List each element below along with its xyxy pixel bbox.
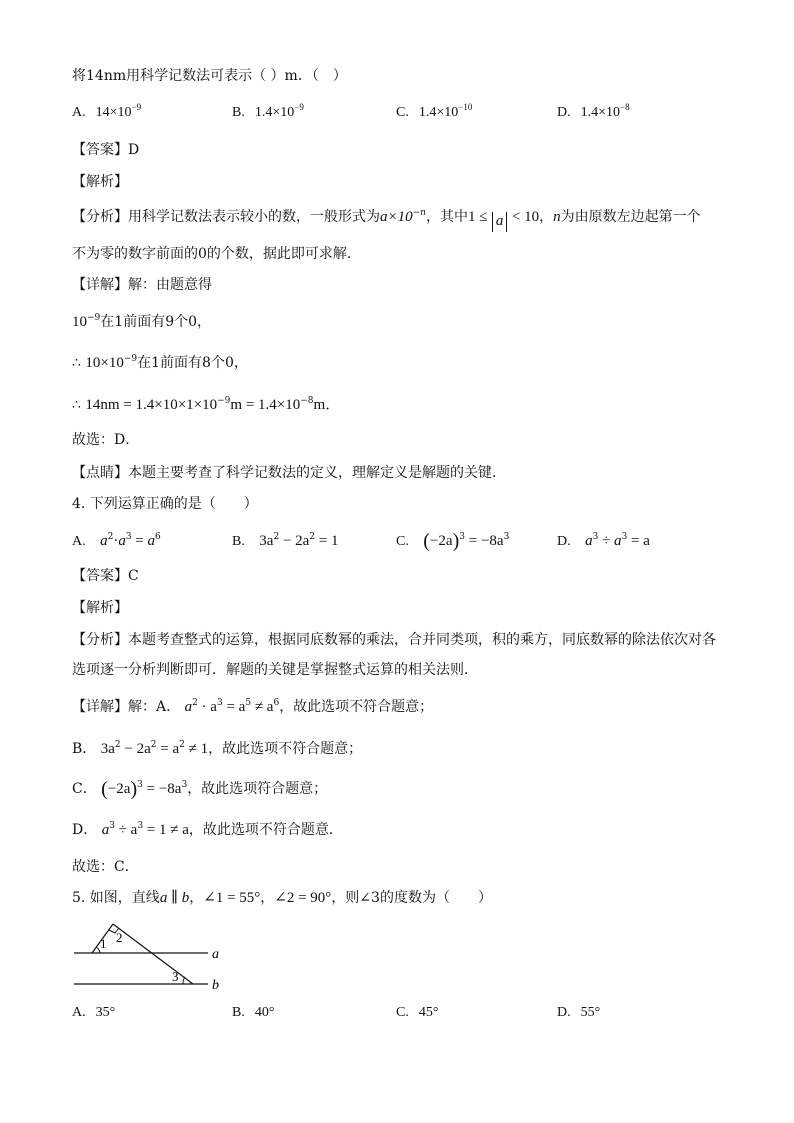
q4-xiangjie-b: B． $3a^2 - 2a^2 = a^2 \ne 1$，故此选项不符合题意； [72, 740, 363, 757]
q3-choose: 故选：D． [72, 432, 140, 448]
q4-option-d: D. $a^3 \div a^3 = a$ [557, 532, 650, 549]
q3-answer: 【答案】D [72, 142, 140, 158]
q4-stem: 4. 下列运算正确的是（ ） [72, 496, 258, 512]
q5-stem: 5. 如图，直线a ∥ b，∠1 = 55°，∠2 = 90°，则∠3的度数为（ ） [72, 890, 492, 906]
q4-xiangjie-c: C． $(-2a)^3 = -8a^3$，故此选项符合题意； [72, 778, 328, 800]
q4-option-b: B. $3a^2 - 2a^2 = 1$ [232, 532, 339, 549]
q3-fenxi: 【分析】用科学记数法表示较小的数，一般形式为$a\times 10^{-n}$，其中1 ≤ a < 10，n为由原数左边起第一个 [72, 207, 701, 232]
q4-xiangjie-d: D． $a^3 \div a^3 = 1 \ne a$，故此选项不符合题意． [72, 821, 343, 838]
angle-2-label: 2 [116, 930, 123, 945]
q3-option-a: A. $14\times 10^{-9}$ [72, 102, 142, 120]
q3-option-c: C. $1.4\times 10^{-10}$ [396, 102, 473, 120]
q4-option-a: A. $a^2\cdot a^3 = a^6$ [72, 532, 161, 549]
line-a-label: a [212, 947, 219, 962]
q5-option-b: B. 40° [232, 1005, 275, 1020]
q3-option-d: D. $1.4\times 10^{-8}$ [557, 102, 630, 120]
q4-analysis-tag: 【解析】 [72, 600, 128, 616]
q4-fenxi-line2: 选项逐一分析判断即可．解题的关键是掌握整式运算的相关法则． [72, 662, 478, 678]
q5-option-d: D. 55° [557, 1005, 601, 1020]
q4-xiangjie-a: 【详解】解：A． $a^2 \cdot a^3 = a^5 \ne a^6$，故此选项不符合题意； [72, 698, 434, 715]
angle-3-label: 3 [172, 969, 179, 984]
transversal-right [113, 924, 193, 984]
q3-step1: $10^{-9}$在1前面有9个0， [72, 313, 212, 330]
angle-1-label: 1 [100, 936, 107, 951]
q4-choose: 故选：C． [72, 859, 139, 875]
q5-option-a: A. 35° [72, 1005, 116, 1020]
q3-step2: ∴ $10\times 10^{-9}$在1前面有8个0， [72, 354, 248, 371]
q4-fenxi: 【分析】本题考查整式的运算，根据同底数幂的乘法，合并同类项，积的乘方，同底数幂的除法依次对各 [72, 632, 716, 648]
line-b-label: b [212, 978, 219, 993]
angle-3-arc [183, 977, 185, 984]
q4-answer: 【答案】C [72, 568, 139, 584]
parallel-lines-figure [70, 918, 230, 994]
q5-option-c: C. 45° [396, 1005, 439, 1020]
q3-step3: ∴ $14nm = 1.4\times 10\times 1\times 10^{-9}m = 1.4\times 10^{-8}m$． [72, 396, 341, 413]
q3-fenxi-line2: 不为零的数字前面的0的个数，据此即可求解． [72, 246, 361, 262]
q3-option-b: B. $1.4\times 10^{-9}$ [232, 102, 304, 120]
q3-analysis-tag: 【解析】 [72, 174, 128, 190]
q3-dianjing: 【点睛】本题主要考查了科学记数法的定义，理解定义是解题的关键． [72, 465, 506, 481]
abs-value: a [492, 212, 508, 232]
q3-xiangjie: 【详解】解：由题意得 [72, 277, 212, 293]
q3-stem: 将14nm用科学记数法可表示（ ）m．（ ） [72, 68, 347, 84]
q4-option-c: C. $(-2a)^3 = -8a^3$ [396, 530, 510, 552]
